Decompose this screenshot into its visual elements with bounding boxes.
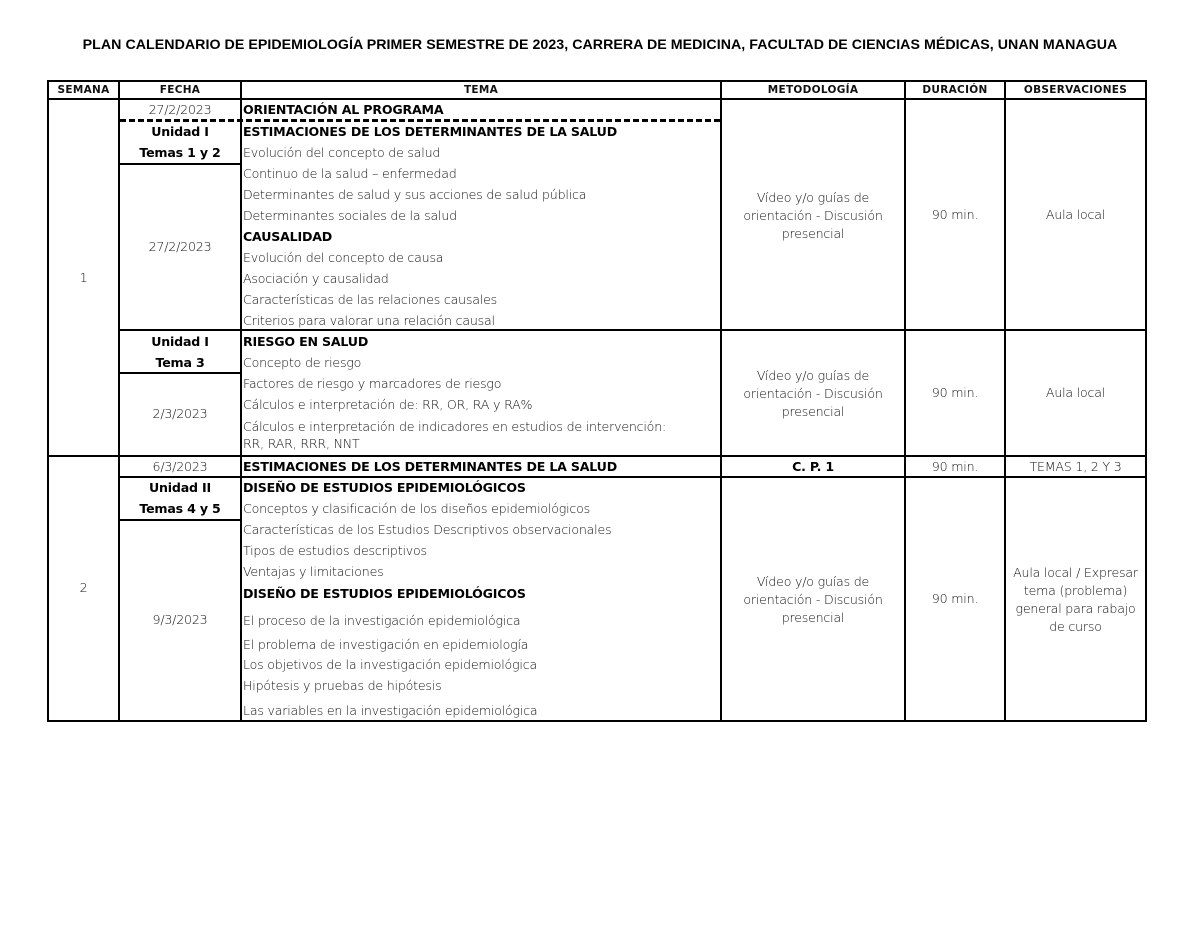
col-line: [240, 80, 242, 722]
topic-line: Criterios para valorar una relación causal: [243, 313, 495, 328]
observations-cell: Aula local: [1045, 207, 1106, 222]
date-cell: 27/2/2023: [148, 239, 212, 254]
topic-line: Factores de riesgo y marcadores de riesgo: [243, 376, 502, 391]
topic-line: Continuo de la salud – enfermedad: [243, 166, 457, 181]
topic-heading: CAUSALIDAD: [243, 229, 333, 244]
topic-line: Cálculos e interpretación de: RR, OR, RA y RA%: [243, 397, 533, 412]
row-divider: [118, 372, 240, 374]
topic-line: Cálculos e interpretación de indicadores en estudios de intervención:: [243, 419, 667, 434]
unit-label: Unidad I: [151, 334, 209, 349]
header-duracion: DURACIÓN: [922, 84, 988, 96]
topic-heading: ESTIMACIONES DE LOS DETERMINANTES DE LA SALUD: [243, 124, 617, 139]
unit-label: Unidad I: [151, 124, 209, 139]
topic-line: El problema de investigación en epidemiología: [243, 637, 529, 652]
observations-cell: TEMAS 1, 2 Y 3: [1029, 459, 1122, 474]
topic-line: RR, RAR, RRR, NNT: [243, 436, 360, 451]
table-border-left: [47, 80, 49, 722]
header-fecha: FECHA: [159, 84, 201, 96]
topic-line: Características de las relaciones causales: [243, 292, 498, 307]
observations-cell: Aula local / Expresar tema (problema) general para rabajo de curso: [1013, 565, 1138, 634]
topic-heading: DISEÑO DE ESTUDIOS EPIDEMIOLÓGICOS: [243, 480, 526, 495]
topics-label: Temas 4 y 5: [139, 501, 221, 516]
topic-line: Evolución del concepto de causa: [243, 250, 444, 265]
topic-line: Determinantes sociales de la salud: [243, 208, 457, 223]
topic-line: Determinantes de salud y sus acciones de salud pública: [243, 187, 587, 202]
week-number: 1: [79, 270, 88, 285]
topic-line: Asociación y causalidad: [243, 271, 389, 286]
row-divider: [118, 163, 240, 165]
date-cell: 27/2/2023: [148, 102, 212, 117]
duration-cell: 90 min.: [931, 207, 979, 222]
topic-heading: RIESGO EN SALUD: [243, 334, 369, 349]
duration-cell: 90 min.: [931, 459, 979, 474]
topic-line: Las variables en la investigación epidemiológica: [243, 703, 538, 718]
topic-heading: ESTIMACIONES DE LOS DETERMINANTES DE LA SALUD: [243, 459, 617, 474]
row-divider: [118, 329, 1147, 331]
week-divider: [47, 455, 1147, 457]
topic-line: Los objetivos de la investigación epidemiológica: [243, 657, 537, 672]
table-border-bottom: [47, 720, 1147, 722]
row-divider: [118, 519, 240, 521]
topic-line: Hipótesis y pruebas de hipótesis: [243, 678, 442, 693]
topic-line: Concepto de riesgo: [243, 355, 362, 370]
header-metodologia: METODOLOGÍA: [767, 84, 859, 96]
topics-label: Temas 1 y 2: [139, 145, 221, 160]
topic-heading: ORIENTACIÓN AL PROGRAMA: [243, 102, 444, 117]
topic-line: Conceptos y clasificación de los diseños epidemiológicos: [243, 501, 590, 516]
row-divider: [118, 476, 1147, 478]
methodology-cell: Vídeo y/o guías de orientación - Discusión presencial: [743, 368, 883, 419]
topic-line: Tipos de estudios descriptivos: [243, 543, 427, 558]
unit-label: Unidad II: [149, 480, 211, 495]
methodology-cell: Vídeo y/o guías de orientación - Discusión presencial: [743, 574, 883, 625]
date-cell: 6/3/2023: [152, 459, 208, 474]
header-tema: TEMA: [463, 84, 499, 96]
date-cell: 9/3/2023: [152, 612, 208, 627]
topic-line: Ventajas y limitaciones: [243, 564, 384, 579]
topic-line: Características de los Estudios Descriptivos observacionales: [243, 522, 612, 537]
week-number: 2: [79, 580, 88, 595]
topic-heading: DISEÑO DE ESTUDIOS EPIDEMIOLÓGICOS: [243, 586, 526, 601]
observations-cell: Aula local: [1045, 385, 1106, 400]
duration-cell: 90 min.: [931, 591, 979, 606]
methodology-cell: Vídeo y/o guías de orientación - Discusión presencial: [743, 190, 883, 241]
col-line: [720, 80, 722, 722]
document-title: PLAN CALENDARIO DE EPIDEMIOLOGÍA PRIMER SEMESTRE DE 2023, CARRERA DE MEDICINA, FACULTAD DE CIENCIAS MÉDICAS, UNAN MANAGUA: [82, 37, 1118, 53]
col-line: [904, 80, 906, 722]
methodology-cell: C. P. 1: [792, 459, 834, 474]
date-cell: 2/3/2023: [152, 406, 208, 421]
dashed-divider: [120, 119, 720, 122]
duration-cell: 90 min.: [931, 385, 979, 400]
topic-line: El proceso de la investigación epidemiológica: [243, 613, 521, 628]
header-semana: SEMANA: [57, 84, 110, 96]
topics-label: Tema 3: [155, 355, 205, 370]
table-border-right: [1145, 80, 1147, 722]
header-bottom-line: [47, 98, 1147, 100]
header-observaciones: OBSERVACIONES: [1023, 84, 1128, 96]
topic-line: Evolución del concepto de salud: [243, 145, 441, 160]
